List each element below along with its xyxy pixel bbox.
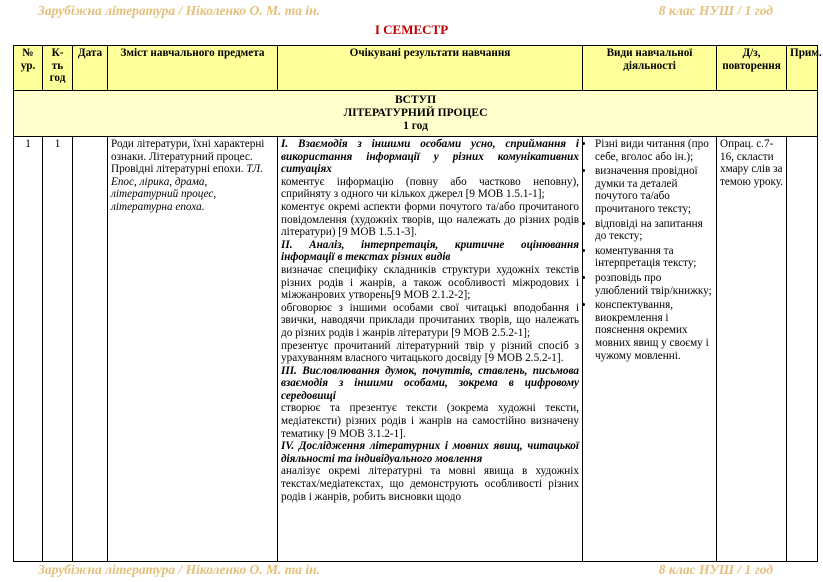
col-homework: Д/з, повторення [717,46,787,91]
intro-subtitle: ЛІТЕРАТУРНИЙ ПРОЦЕС [343,107,488,119]
footer-right: 8 клас НУШ / 1 год [658,562,773,577]
page-footer [38,562,773,578]
col-notes: Прим. [787,46,818,91]
result-item: створює та презентує тексти (зокрема художні тексти, медіатексти) різних родів і жанрів на самостійно визначену тематику [9 МОВ 3.1.2-1]. [281,402,579,440]
result-item: аналізує окремі літературні та мовні явища в художніх текстах/медіатекстах, що демонструють особливості різних родів і жанрів, робить висновки щодо [281,465,579,503]
lesson-number: 1 [14,137,43,562]
table-row [14,137,818,562]
lesson-activities [583,137,717,562]
result-heading: ІІІ. Висловлювання думок, почуттів, ставлень, письмова взаємодія з іншими особами, зокрема в цифровому середовищі [281,364,579,402]
result-item: презентує прочитаний літературний твір у різний спосіб з урахуванням власного читацького досвіду [9 МОВ 2.5.2-1]. [281,339,579,365]
intro-title: ВСТУП [394,94,437,106]
intro-hours: 1 год [403,120,428,132]
table-header-row [14,46,818,91]
result-item: визначає специфіку складників структури художніх текстів різних родів і жанрів, а також особливості міжродових і міжжанрових утворень[9 МОВ 2.1.2-2]; [281,263,579,302]
footer-left: Зарубіжна література / Ніколенко О. М. та ін. [38,562,320,577]
col-content: Зміст навчального предмета [108,46,278,91]
col-date: Дата [73,46,108,91]
list-item: • коментування та інтерпретація тексту; [595,245,713,270]
list-item: • визначення провідної думки та деталей почутого та/або прочитаного тексту; [595,165,713,215]
list-item: • Різні види читання (про себе, вголос або ін.); [595,138,713,163]
lesson-homework: Опрац. с.7-16, скласти хмару слів за темою уроку. [717,137,787,562]
lesson-results [278,137,583,562]
activities-list [586,138,713,362]
col-hours: К-ть год [43,46,73,91]
lesson-date [73,137,108,562]
list-item: • розповідь про улюблений твір/книжку; [595,272,713,297]
page-header [38,3,773,19]
col-results: Очікувані результати навчання [278,46,583,91]
content-theory: ТЛ. Епос, лірика, драма, літературний процес, літературна епоха. [111,163,263,213]
result-item: коментує інформацію (повну або частково неповну), сприйняту з одного чи кількох джерел [9 МОВ 1.5.1-1]; [281,175,579,201]
header-right: 8 клас НУШ / 1 год [658,3,773,18]
result-heading: І. Взаємодія з іншими особами усно, сприймання і використання інформації у різних комунікативних ситуаціях [281,138,579,176]
semester-title: І СЕМЕСТР [374,22,449,37]
result-item: обговорює з іншими особами свої читацькі вподобання і звички, наводячи приклади прочитаних творів, що належать до різних родів і жанрів літератури [9 МОВ 2.5.2-1]; [281,301,579,339]
lesson-hours: 1 [43,137,73,562]
lesson-note [787,137,818,562]
col-number: № ур. [14,46,43,91]
list-item: • відповіді на запитання до тексту; [595,218,713,243]
lesson-content [108,137,278,562]
intro-section-row [14,91,818,137]
result-heading: IV. Дослідження літературних і мовних явищ, читацької діяльності та індивідуального мовлення [281,440,579,465]
curriculum-table [13,45,822,562]
content-text: Роди літератури, їхні характерні ознаки. Літературний процес. Провідні літературні епохи. [111,138,265,176]
col-activities: Види навчальної діяльності [583,46,717,91]
list-item: • конспектування, виокремлення і пояснення окремих мовних явищ у своєму і чужому мовленні. [595,299,713,362]
intro-section [14,91,818,137]
header-left: Зарубіжна література / Ніколенко О. М. та ін. [38,3,320,18]
result-heading: ІІ. Аналіз, інтерпретація, критичне оцінювання інформації в текстах різних видів [281,238,579,264]
result-item: коментує окремі аспекти форми почутого та/або прочитаного повідомлення (художніх творів, що належать до різних родів літератури) [9 МОВ 1.5.1-3]. [281,200,579,239]
